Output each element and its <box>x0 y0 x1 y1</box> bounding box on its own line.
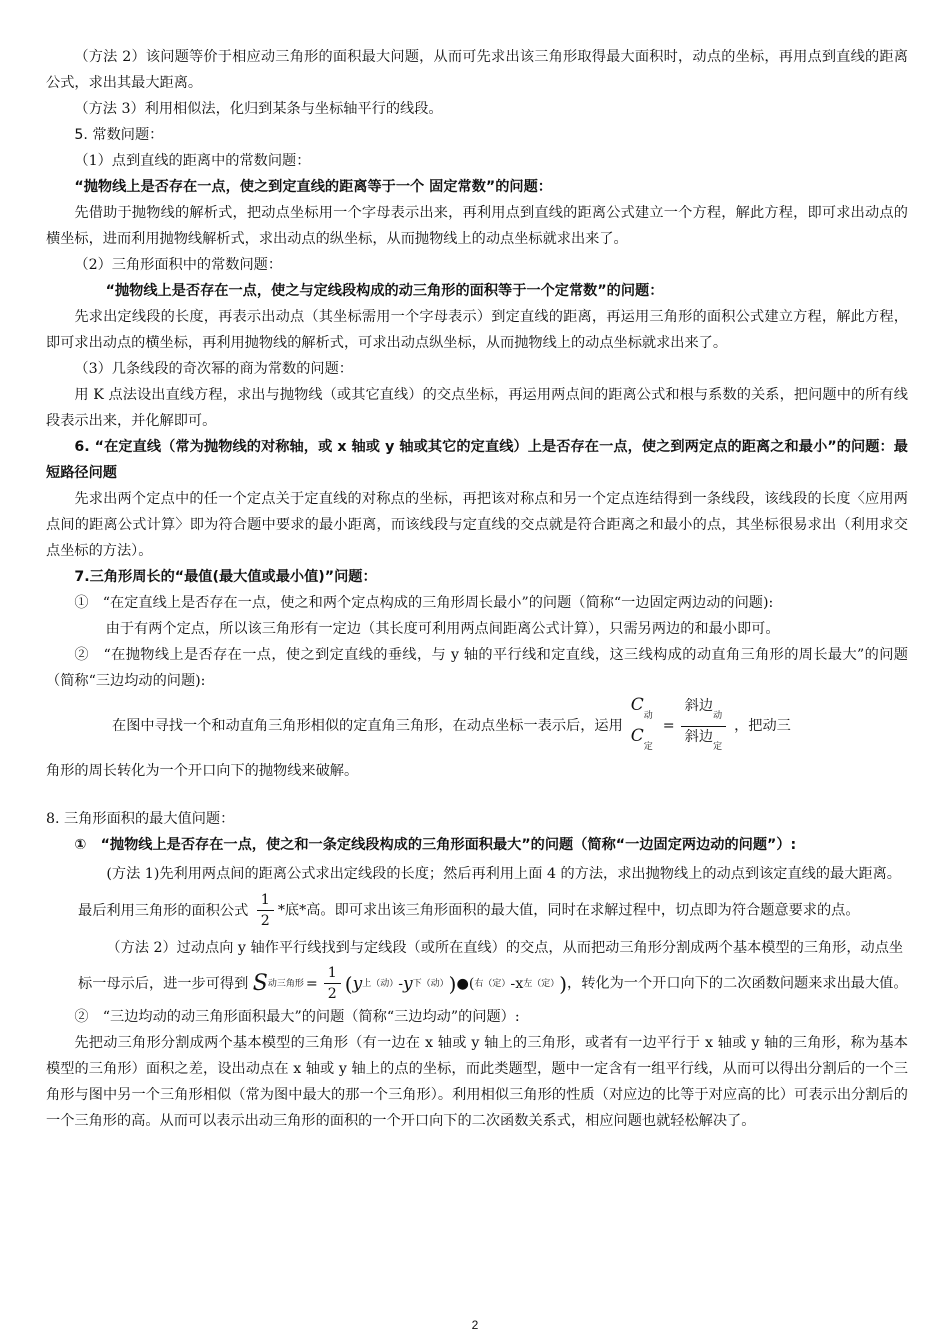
page-number: 2 <box>471 1318 479 1332</box>
section-heading-5: 5. 常数问题： <box>74 127 164 143</box>
subheading: （3）几条线段的奇次幂的商为常数的问题： <box>74 361 353 377</box>
paragraph: 先把动三角形分割成两个基本模型的三角形（有一边在 x 轴或 y 轴上的三角形，或者有一边平行于 x 轴或 y 轴的三角形，称为基本模型的三角形）面积之差，设出动点在 x 轴或 y 轴上的点的坐标，而此类题型，题中一定含有一组平行线，从而可以得出分割后的一个三角形与图中另一个三角形相似（常为图中最大的那一个三角形）。利用相似三角形的性质（对应边的比等于对应高的比）可表示出分割后的一个三角形的高。从而可以表示出动三角形的面积的一个开口向下的二次函数关系式，相应问题也就轻松解决了。 <box>46 1035 908 1129</box>
bold-question: ① “抛物线上是否存在一点，使之和一条定线段构成的三角形面积最大”的问题（简称“一边固定两边动的问题”）: <box>74 837 797 853</box>
ratio-formula-line: 在图中寻找一个和动直角三角形相似的定直角三角形，在动点坐标一表示后，运用 $C_动$ $C_定$ = $\frac{斜边_动}{斜边_定}$ ，把动三 <box>46 694 908 758</box>
hypotenuse-ratio-fraction: $\frac{斜边_动}{斜边_定}$ <box>681 696 726 757</box>
paragraph: （方法 2）该问题等价于相应动三角形的面积最大问题，从而可先求出该三角形取得最大面积时，动点的坐标，再用点到直线的距离公式，求出其最大距离。 <box>46 49 908 91</box>
paragraph-with-formula: (方法 1)先利用两点间的距离公式求出定线段的长度；然后再利用上面 4 的方法，求出抛物线上的动点到该定直线的最大距离。最后利用三角形的面积公式 $\frac{1}{2}$ *底*高。即可求出该三角形面积的最大值，同时在求解过程中，切点即为符合题意要求的点。 <box>78 866 901 929</box>
triangle-area-formula: S 动三角形 = $\frac{1}{2}$ ( y 上（动） - y 下（动） ) ●( 右（定） -x 左（定） ) <box>252 965 568 1002</box>
paragraph: 先求出定线段的长度，再表示出动点（其坐标需用一个字母表示）到定直线的距离，再运用三角形的面积公式建立方程，解此方程，即可求出动点的横坐标，再利用抛物线的解析式，可求出动点纵坐标，从而抛物线上的动点坐标就求出来了。 <box>46 309 908 351</box>
document-body <box>46 44 908 1134</box>
one-half-fraction: $\frac{1}{2}$ <box>257 890 274 931</box>
subheading: ① “在定直线上是否存在一点，使之和两个定点构成的三角形周长最小”的问题（简称“一边固定两边动的问题): <box>74 595 774 611</box>
section-heading-6: 6. “在定直线（常为抛物线的对称轴，或 x 轴或 y 轴或其它的定直线）上是否存在一点，使之到两定点的距离之和最小”的问题：最短路径问题 <box>46 439 908 481</box>
perimeter-ratio-fraction: $C_动$ $C_定$ <box>630 695 653 752</box>
paragraph: 先借助于抛物线的解析式，把动点坐标用一个字母表示出来，再利用点到直线的距离公式建立一个方程，解此方程，即可求出动点的横坐标，进而利用抛物线解析式，求出动点的纵坐标，从而抛物线上的动点坐标就求出来了。 <box>46 205 908 247</box>
paragraph: （方法 3）利用相似法，化归到某条与坐标轴平行的线段。 <box>74 101 443 117</box>
bold-question: “抛物线上是否存在一点，使之到定直线的距离等于一个 固定常数”的问题： <box>74 179 552 195</box>
subheading: （2）三角形面积中的常数问题： <box>74 257 283 273</box>
paragraph-with-formula: （方法 2）过动点向 y 轴作平行线找到与定线段（或所在直线）的交点，从而把动三角形分割成两个基本模型的三角形，动点坐标一母示后，进一步可得到 S 动三角形 = $\frac{1}{2}$ ( y 上（动） - y 下（动） ) ●( 右（定） -x 左（定） ) ，转化为一个开口向下的二次函数问题来求出最大值。 <box>78 940 908 1002</box>
paragraph: 由于有两个定点，所以该三角形有一定边（其长度可利用两点间距离公式计算），只需另两边的和最小即可。 <box>105 621 780 637</box>
subheading: ② “三边均动的动三角形面积最大”的问题（简称“三边均动”的问题）: <box>74 1009 520 1025</box>
section-heading-8: 8. 三角形面积的最大值问题： <box>46 811 235 827</box>
paragraph: 用 K 点法设出直线方程，求出与抛物线（或其它直线）的交点坐标，再运用两点间的距离公式和根与系数的关系，把问题中的所有线段表示出来，并化解即可。 <box>46 387 908 429</box>
paragraph: 在图中寻找一个和动直角三角形相似的定直角三角形，在动点坐标一表示后，运用 <box>112 718 623 734</box>
bold-question: “抛物线上是否存在一点，使之与定线段构成的动三角形的面积等于一个定常数”的问题： <box>105 283 664 299</box>
subheading: ② “在抛物线上是否存在一点，使之到定直线的垂线，与 y 轴的平行线和定直线，这三线构成的动直角三角形的周长最大”的问题（简称“三边均动的问题): <box>46 647 908 689</box>
paragraph: 先求出两个定点中的任一个定点关于定直线的对称点的坐标，再把该对称点和另一个定点连结得到一条线段，该线段的长度〈应用两点间的距离公式计算〉即为符合题中要求的最小距离，而该线段与定直线的交点就是符合距离之和最小的点，其坐标很易求出（利用求交点坐标的方法）。 <box>46 491 908 559</box>
paragraph: 角形的周长转化为一个开口向下的抛物线来破解。 <box>46 763 359 779</box>
section-heading-7: 7.三角形周长的“最值(最大值或最小值)”问题： <box>74 569 377 585</box>
subheading: （1）点到直线的距离中的常数问题： <box>74 153 311 169</box>
